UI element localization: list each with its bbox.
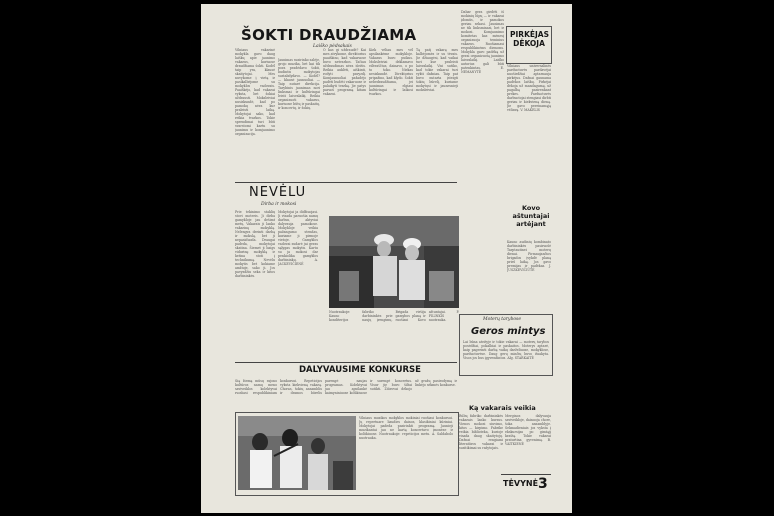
headline-evening: Ką vakarais veikia: [469, 404, 536, 412]
photo-image: [329, 216, 459, 308]
text-column: Kiek vėliau mes vėl apsilankėme mokykloje. Vakaras buvo puikus. Moksleiviai deklamavo eilėraščius, dainavo, o po to šoko. Niekas nesiskundė. Direktorius pripažino, kad klydo. Šokti nebedraudžiama, jei jaunimas elgiasi kultūringai ir laikosi tvarkos.: [369, 48, 413, 96]
headline-buyer-thanks: PIRKĖJAS DĖKOJA: [510, 30, 549, 48]
text-column: Vilniaus vakarinė mokykla gavo daug laiškų apie jaunimo vakarus, kuriuose draudžiama šokti. Kodėl taip yra, klausė skaitytojai. Mes nuvykome į vietą ir pasikalbėjome su mokyklos vadovais. Paaiškėjo, kad vakarai vyksta, bet šokiai uždrausti. Moksleiviai nusiskundė, kad po pamokų nėra kur praleisti laiką. Mokytojai sako, kad reikia tvarkos. Tokie sprendimai turi būti svarstomi kartu su jaunimu ir komjaunimo organizacija.: [235, 48, 275, 136]
text-column: Prie tekinimo staklių stovi moteris. Ji dirba gamykloje jau dešimt metų. Vakarais ji lanko vakarinę mokyklą. Nelengva derinti darbą ir mokslą, bet ji nepasiduoda. Draugai padeda, mokytojai skatina. Šiemet ji baigs vidurinę mokyklą ir ketina stoti į technikumą. Nevėlu mokytis bet kokiame amžiuje, sako ji. Jos pavyzdžiu seka ir kitos darbininkės.: [235, 210, 275, 278]
headline-novel-subtitle: Dirba ir mokosi: [261, 202, 297, 207]
women-kicker: Moterų tarybose: [483, 317, 522, 322]
headline-novel: NEVĖLU: [249, 185, 307, 200]
text-column: Rūbų fabriko darbininkės vakarais lanko kursus. Vienos mokosi siuvimo, kitos — kirpimo. Fabrike veikia biblioteka, kurioje visada daug skaitytojų. Dažnai rengiami literatūros vakarai ir susitikimai su rašytojais.: [459, 414, 503, 450]
photo-image: [238, 416, 356, 490]
headline-good-thoughts: Geros mintys: [471, 326, 546, 337]
text-column: Dabar gera girdėti iš mokinių lūpų — ir vakarai įdomūs, ir pamokos geriau sekasi. Jaunimas ne tik linksminasi, bet ir mokosi. Komjaunimo komitetas kas mėnesį organizuoja teminius vakarus. Ruošiamasi respublikinėms dienoms. Mokykla gavo padėką už gerai organizuotą jaunimo laisvalaikį. Laiško autorius gali būti patenkintas. E. NEMANYTĖ: [461, 10, 504, 74]
headline-main: ŠOKTI DRAUDŽIAMA: [241, 26, 417, 44]
headline-march-eighth: Kovo aštuntajai artėjant: [512, 204, 550, 228]
text-column: Mokytojai ja didžiuojasi. Ji visada paruošia namų darbus, aktyviai dalyvauja pamokose. Mokykloje veikia pažangumo stendas, kuriame ji pirmoje vietoje. Gamyklos vadovai sudarė jai geras sąlygas mokytis. Kartu su ja mokosi dar penkiolika gamyklos darbininkų. A. JACKEVIČIENĖ: [278, 210, 318, 266]
text-column: Šią žiemą mūsų rajono kultūros namų meno saviveiklos kolektyvai ruošiasi respublikiniam konkursui. Repeticijos vyksta kiekvieną vakarą. Choras, šokių ansamblis ir dramos būrelis parengė naujas programas. Kolektyvai jau apsilankė kaimyniniuose kolūkiuose ir surengė koncertus. Visur jie buvo šiltai sutikti. Žiūrovai dėkojo už gražų pasirodymą ir linkėjo sėkmės konkurse.: [235, 379, 457, 395]
masthead-rule: [501, 474, 551, 475]
music-photo: [238, 416, 356, 490]
masthead-name: TĖVYNĖ: [503, 479, 539, 488]
text-column: Lai būna ateityje ir tokie vakarai — moterų tarybos posėdžiai, pokalbiai ir paskaitos. Moterys aptarė, kaip pagerinti darbą vaikų darželiuose, mokyklose, parduotuvėse. Daug gerų minčių buvo išsakyta. Visos jos bus įgyvendintos. Alg. STARKAITĖ: [463, 340, 549, 360]
photo-caption: Nuotraukoje: Kauno konditerijos fabriko darbininkės prie naujų įrengimų. Brigada viršija gamybos planą ir ruošiasi Kovo aštuntajai. P. FILINKIS nuotrauka.: [329, 310, 459, 322]
text-column: Tą patį vakarą mes kalbėjomės ir su tėvais. Jie džiaugėsi, kad vaikai turi kur praleisti laisvalaikį. Visi sutiko, kad tokie vakarai turi vykti dažniau. Taip pat buvo nutarta įsteigti šokių būrelį, kuriame mokytųsi ir jaunesnieji moksleiviai.: [416, 48, 458, 92]
text-column: Kauno audinių kombinato darbininkės pasiruošė Tarptautinei moterų dienai. Pirmaujančios brigados įvykdė planą prieš laiką. Jos gavo premijas ir padėkas. J. JUSZKEVIČIŪTĖ: [507, 240, 551, 272]
newspaper-page: [201, 4, 572, 513]
section-rule: [235, 362, 457, 363]
text-column: Vilniaus muzikos mokyklos mokiniai ruošiasi konkursui. Jų repertuare liaudies dainos, klasikiniai kūriniai. Mokytojai padeda pasirinkti programą. Jaunieji muzikantai jau ne kartą koncertavo įmonėse ir kolūkiuose. Nuotraukoje: repeticijos metu. A. Saldabolo nuotrauka.: [359, 416, 453, 440]
headline-contest: DALYVAUSIME KONKURSE: [299, 365, 421, 375]
text-column: Merginos dalyvauja saviveikloje, dainuoja chore, šoka ansamblyje. Sekmadieniais jos vyksta į ekskursijas po gimtąjį kraštą. Tokie vakarai praturtina gyvenimą. B. VAITKIENĖ: [505, 414, 551, 446]
page-number: 3: [538, 476, 548, 492]
text-column: Jaunimas susirinko salėje, grojo muzika, bet kai tik pora pradėdavo šokti, budintis mokytojas sustabdydavo. — Kodėl? — klausė jaunuoliai. — Taip nutarė direkcija. Tarybinis jaunimas nori linksmai ir kultūringai leisti laisvalaikį. Reikia organizuoti vakarus, kuriuose būtų ir paskaitų, ir koncertų, ir šokių.: [278, 58, 320, 110]
headline-main-subtitle: Laiško pėdsakais: [313, 44, 352, 49]
text-column: Vilniaus universalinės parduotuvės pardavėjai nuoširdžiai aptarnauja pirkėjus. Dažnai gaunama padėkos laiškų. Pirkėjai dėkoja už mandagumą, už pagalbą pasirenkant prekes. Parduotuvės darbuotojai stengiasi dirbti geriau ir kiekvieną dieną. Jie gavo pereinamąją vėliavą. V. MAKELIS: [507, 64, 551, 112]
section-rule: [235, 182, 457, 183]
text-column: O kas gi uždraudė? Kai mes atvykome, direktorius paaiškino, kad vakaruose buvo netvarkos. Tačiau uždraudimas nėra išeitis. Reikia auklėti, aiškinti, rodyti pavyzdį. Komjaunuoliai pažadėjo padėti budėti vakaruose ir palaikyti tvarką. Jie patys paruoš programą kitam vakarui.: [323, 48, 366, 96]
factory-photo: [329, 216, 459, 308]
